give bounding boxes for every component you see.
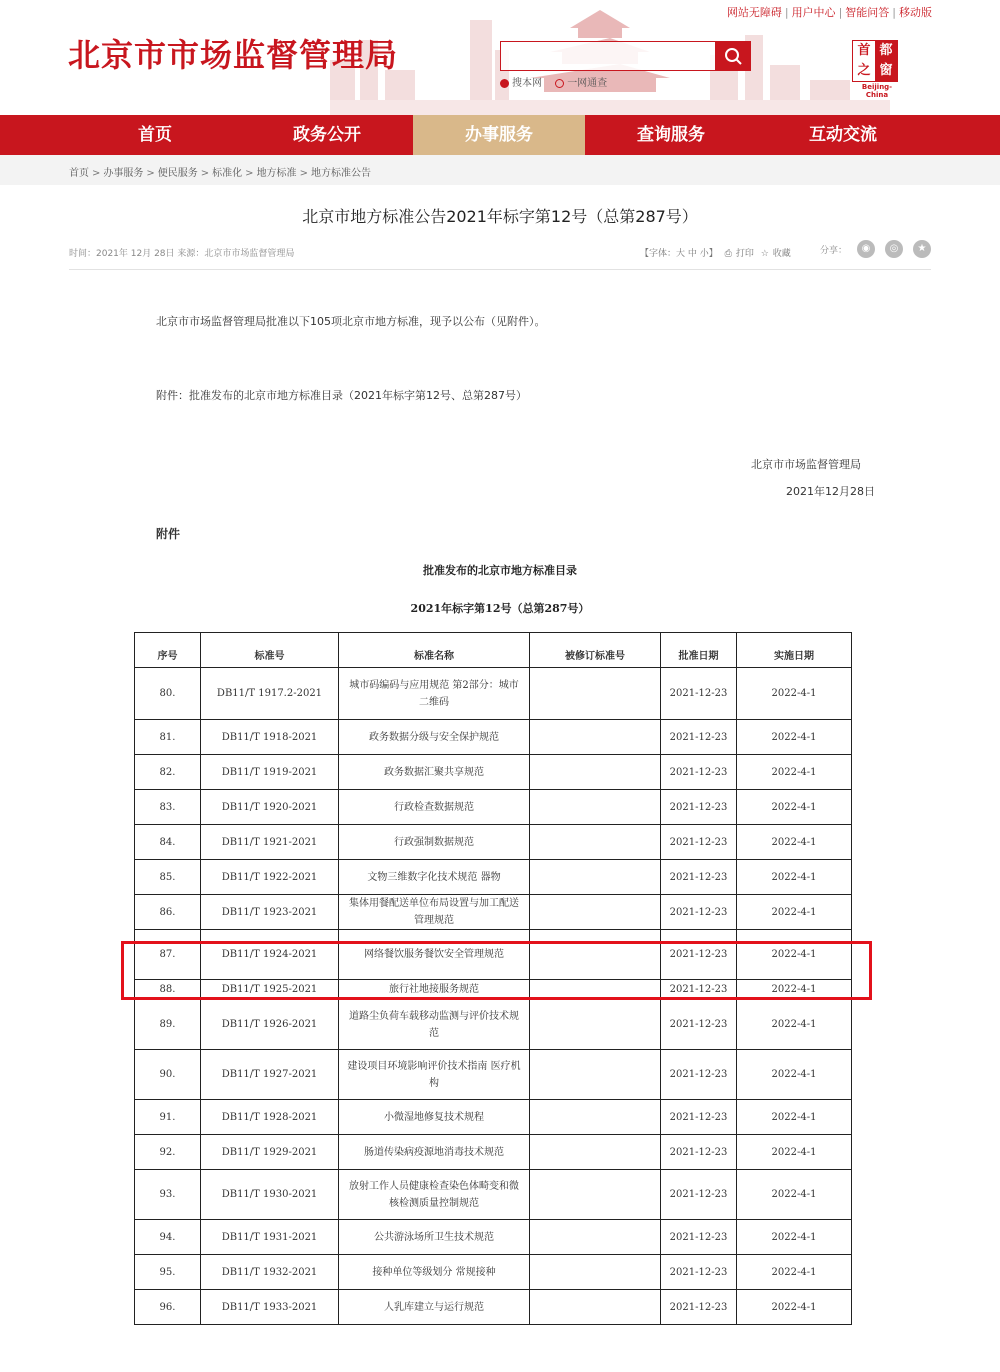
cell-effective-date: 2022-4-1 xyxy=(737,720,852,755)
link-user-center[interactable]: 用户中心 xyxy=(791,6,836,19)
cell-effective-date: 2022-4-1 xyxy=(737,755,852,790)
cell-revised xyxy=(530,755,661,790)
divider xyxy=(69,269,931,270)
cell-standard-no: DB11/T 1931-2021 xyxy=(201,1220,339,1255)
cell-standard-no: DB11/T 1930-2021 xyxy=(201,1170,339,1220)
capital-window-logo[interactable]: 首 都 之 窗 Beijing-China xyxy=(852,40,902,99)
breadcrumb-services[interactable]: 办事服务 xyxy=(103,168,144,179)
share-label: 分享： xyxy=(820,245,848,256)
nav-gov-affairs[interactable]: 政务公开 xyxy=(293,125,361,145)
cell-index: 82. xyxy=(135,755,201,790)
cell-index: 94. xyxy=(135,1220,201,1255)
cell-standard-no: DB11/T 1921-2021 xyxy=(201,825,339,860)
table-row xyxy=(135,720,852,755)
cell-effective-date: 2022-4-1 xyxy=(737,1170,852,1220)
cell-revised xyxy=(530,720,661,755)
cell-approval-date: 2021-12-23 xyxy=(661,1220,737,1255)
article-paragraph: 北京市市场监督管理局批准以下105项北京市地方标准，现予以公布（见附件）。 xyxy=(156,315,546,328)
cell-revised xyxy=(530,1000,661,1050)
cell-approval-date: 2021-12-23 xyxy=(661,860,737,895)
favorite-share-icon[interactable]: ★ xyxy=(913,240,931,258)
nav-query[interactable]: 查询服务 xyxy=(637,125,705,145)
cell-index: 87. xyxy=(135,930,201,980)
cell-revised xyxy=(530,790,661,825)
cell-revised xyxy=(530,895,661,930)
table-row xyxy=(135,980,852,1000)
cell-index: 89. xyxy=(135,1000,201,1050)
cell-effective-date: 2022-4-1 xyxy=(737,668,852,720)
link-smart-qa[interactable]: 智能问答 xyxy=(845,6,890,19)
table-row xyxy=(135,1000,852,1050)
col-header-standard-no: 标准号 xyxy=(201,633,339,668)
cell-approval-date: 2021-12-23 xyxy=(661,1290,737,1325)
col-header-effective-date: 实施日期 xyxy=(737,633,852,668)
cell-revised xyxy=(530,860,661,895)
cell-effective-date: 2022-4-1 xyxy=(737,1100,852,1135)
breadcrumb-local-standards[interactable]: 地方标准 xyxy=(256,168,297,179)
cell-name: 政务数据汇聚共享规范 xyxy=(339,755,530,790)
table-row xyxy=(135,1220,852,1255)
issue-date: 2021年12月28日 xyxy=(786,485,875,498)
cell-standard-no: DB11/T 1928-2021 xyxy=(201,1100,339,1135)
nav-home[interactable]: 首页 xyxy=(138,125,172,145)
link-accessibility[interactable]: 网站无障碍 xyxy=(726,6,782,19)
cell-approval-date: 2021-12-23 xyxy=(661,1255,737,1290)
table-row xyxy=(135,1290,852,1325)
font-size-control[interactable]: 【字体：大 中 小】 xyxy=(640,249,718,259)
cell-index: 93. xyxy=(135,1170,201,1220)
share-bar xyxy=(820,240,931,258)
cell-name: 旅行社地接服务规范 xyxy=(339,980,530,1000)
collect-link[interactable]: 收藏 xyxy=(772,249,791,259)
cell-approval-date: 2021-12-23 xyxy=(661,1135,737,1170)
cell-index: 90. xyxy=(135,1050,201,1100)
cell-name: 城市码编码与应用规范 第2部分：城市二维码 xyxy=(339,668,530,720)
cell-revised xyxy=(530,930,661,980)
cell-index: 86. xyxy=(135,895,201,930)
breadcrumb-current[interactable]: 地方标准公告 xyxy=(310,168,371,179)
cell-index: 83. xyxy=(135,790,201,825)
breadcrumb-convenience[interactable]: 便民服务 xyxy=(157,168,198,179)
attachment-note: 附件：批准发布的北京市地方标准目录（2021年标字第12号、总第287号） xyxy=(156,389,527,402)
search-input[interactable] xyxy=(500,41,716,71)
cell-effective-date: 2022-4-1 xyxy=(737,980,852,1000)
table-header-row xyxy=(135,633,852,668)
breadcrumb-standardization[interactable]: 标准化 xyxy=(212,168,243,179)
radio-icon xyxy=(555,79,564,88)
cell-standard-no: DB11/T 1922-2021 xyxy=(201,860,339,895)
cell-standard-no: DB11/T 1920-2021 xyxy=(201,790,339,825)
wechat-share-icon[interactable]: ◉ xyxy=(857,240,875,258)
weibo-share-icon[interactable]: ◎ xyxy=(885,240,903,258)
cell-approval-date: 2021-12-23 xyxy=(661,1000,737,1050)
cell-name: 集体用餐配送单位布局设置与加工配送管理规范 xyxy=(339,895,530,930)
breadcrumb-bar xyxy=(0,155,1000,185)
article-title: 北京市地方标准公告2021年标字第12号（总第287号） xyxy=(302,207,698,226)
table-row xyxy=(135,825,852,860)
cell-name: 行政检查数据规范 xyxy=(339,790,530,825)
table-row xyxy=(135,668,852,720)
cell-standard-no: DB11/T 1925-2021 xyxy=(201,980,339,1000)
cell-index: 81. xyxy=(135,720,201,755)
cell-index: 96. xyxy=(135,1290,201,1325)
cell-revised xyxy=(530,980,661,1000)
cell-approval-date: 2021-12-23 xyxy=(661,825,737,860)
cell-effective-date: 2022-4-1 xyxy=(737,895,852,930)
site-header xyxy=(0,0,1000,115)
link-mobile[interactable]: 移动版 xyxy=(899,6,932,19)
cell-approval-date: 2021-12-23 xyxy=(661,980,737,1000)
cell-revised xyxy=(530,1220,661,1255)
cell-standard-no: DB11/T 1924-2021 xyxy=(201,930,339,980)
cell-effective-date: 2022-4-1 xyxy=(737,1050,852,1100)
cell-index: 85. xyxy=(135,860,201,895)
site-title[interactable]: 北京市市场监督管理局 xyxy=(68,36,399,74)
table-row xyxy=(135,895,852,930)
cell-name: 肠道传染病疫源地消毒技术规范 xyxy=(339,1135,530,1170)
cell-effective-date: 2022-4-1 xyxy=(737,1000,852,1050)
nav-services[interactable]: 办事服务 xyxy=(413,115,585,155)
cell-effective-date: 2022-4-1 xyxy=(737,930,852,980)
standards-table xyxy=(134,632,852,1325)
cell-standard-no: DB11/T 1933-2021 xyxy=(201,1290,339,1325)
cell-revised xyxy=(530,668,661,720)
cell-name: 网络餐饮服务餐饮安全管理规范 xyxy=(339,930,530,980)
col-header-name: 标准名称 xyxy=(339,633,530,668)
cell-revised xyxy=(530,1290,661,1325)
cell-effective-date: 2022-4-1 xyxy=(737,1135,852,1170)
cell-effective-date: 2022-4-1 xyxy=(737,790,852,825)
table-title: 批准发布的北京市地方标准目录 xyxy=(423,564,577,577)
cell-index: 91. xyxy=(135,1100,201,1135)
cell-revised xyxy=(530,1100,661,1135)
top-links: 网站无障碍 | 用户中心 | 智能问答 | 移动版 xyxy=(726,6,932,19)
cell-approval-date: 2021-12-23 xyxy=(661,790,737,825)
cell-name: 道路尘负荷车载移动监测与评价技术规范 xyxy=(339,1000,530,1050)
col-header-approval-date: 批准日期 xyxy=(661,633,737,668)
cell-name: 公共游泳场所卫生技术规范 xyxy=(339,1220,530,1255)
cell-approval-date: 2021-12-23 xyxy=(661,668,737,720)
cell-index: 88. xyxy=(135,980,201,1000)
attachment-heading: 附件 xyxy=(156,527,181,541)
cell-standard-no: DB11/T 1929-2021 xyxy=(201,1135,339,1170)
cell-approval-date: 2021-12-23 xyxy=(661,720,737,755)
radio-selected-icon xyxy=(500,79,509,88)
search-scope-site[interactable]: 搜本网 xyxy=(500,78,542,89)
cell-name: 人乳库建立与运行规范 xyxy=(339,1290,530,1325)
search-button[interactable] xyxy=(716,41,751,71)
cell-name: 小微湿地修复技术规程 xyxy=(339,1100,530,1135)
cell-standard-no: DB11/T 1932-2021 xyxy=(201,1255,339,1290)
cell-standard-no: DB11/T 1923-2021 xyxy=(201,895,339,930)
cell-revised xyxy=(530,1135,661,1170)
cell-standard-no: DB11/T 1926-2021 xyxy=(201,1000,339,1050)
breadcrumb-home[interactable]: 首页 xyxy=(69,168,89,179)
table-row xyxy=(135,1170,852,1220)
cell-name: 建设项目环境影响评价技术指南 医疗机构 xyxy=(339,1050,530,1100)
article-tools xyxy=(640,246,795,259)
cell-name: 接种单位等级划分 常规接种 xyxy=(339,1255,530,1290)
cell-standard-no: DB11/T 1917.2-2021 xyxy=(201,668,339,720)
cell-approval-date: 2021-12-23 xyxy=(661,1170,737,1220)
table-row xyxy=(135,1135,852,1170)
cell-index: 80. xyxy=(135,668,201,720)
cell-index: 84. xyxy=(135,825,201,860)
table-row xyxy=(135,930,852,980)
cell-approval-date: 2021-12-23 xyxy=(661,930,737,980)
search-scope-all[interactable]: 一网通查 xyxy=(555,78,607,89)
cell-effective-date: 2022-4-1 xyxy=(737,825,852,860)
printer-icon[interactable]: ⎙ xyxy=(724,249,732,259)
main-nav xyxy=(0,115,1000,155)
cell-approval-date: 2021-12-23 xyxy=(661,755,737,790)
col-header-index: 序号 xyxy=(135,633,201,668)
cell-name: 文物三维数字化技术规范 器物 xyxy=(339,860,530,895)
cell-approval-date: 2021-12-23 xyxy=(661,1100,737,1135)
cell-index: 95. xyxy=(135,1255,201,1290)
table-row xyxy=(135,1100,852,1135)
table-row xyxy=(135,755,852,790)
cell-revised xyxy=(530,1170,661,1220)
star-icon[interactable]: ☆ xyxy=(760,249,769,259)
article-meta: 时间：2021年 12月 28日 来源：北京市市场监督管理局 xyxy=(69,249,295,259)
cell-effective-date: 2022-4-1 xyxy=(737,1220,852,1255)
table-row xyxy=(135,1050,852,1100)
cell-name: 政务数据分级与安全保护规范 xyxy=(339,720,530,755)
cell-revised xyxy=(530,1050,661,1100)
cell-approval-date: 2021-12-23 xyxy=(661,1050,737,1100)
nav-interaction[interactable]: 互动交流 xyxy=(809,125,877,145)
cell-effective-date: 2022-4-1 xyxy=(737,860,852,895)
col-header-revised: 被修订标准号 xyxy=(530,633,661,668)
table-row xyxy=(135,1255,852,1290)
table-row xyxy=(135,790,852,825)
cell-effective-date: 2022-4-1 xyxy=(737,1290,852,1325)
cell-name: 行政强制数据规范 xyxy=(339,825,530,860)
cell-standard-no: DB11/T 1919-2021 xyxy=(201,755,339,790)
breadcrumb: 首页 > 办事服务 > 便民服务 > 标准化 > 地方标准 > 地方标准公告 xyxy=(69,168,371,179)
cell-index: 92. xyxy=(135,1135,201,1170)
issuer-signature: 北京市市场监督管理局 xyxy=(751,458,861,471)
cell-revised xyxy=(530,1255,661,1290)
cell-name: 放射工作人员健康检查染色体畸变和微核检测质量控制规范 xyxy=(339,1170,530,1220)
cell-standard-no: DB11/T 1927-2021 xyxy=(201,1050,339,1100)
cell-approval-date: 2021-12-23 xyxy=(661,895,737,930)
search-icon xyxy=(716,41,751,71)
cell-effective-date: 2022-4-1 xyxy=(737,1255,852,1290)
print-link[interactable]: 打印 xyxy=(735,249,754,259)
table-body xyxy=(135,668,852,1325)
table-row xyxy=(135,860,852,895)
cell-revised xyxy=(530,825,661,860)
table-subtitle: 2021年标字第12号（总第287号） xyxy=(410,602,590,615)
search-scope-options xyxy=(500,74,617,89)
cell-standard-no: DB11/T 1918-2021 xyxy=(201,720,339,755)
